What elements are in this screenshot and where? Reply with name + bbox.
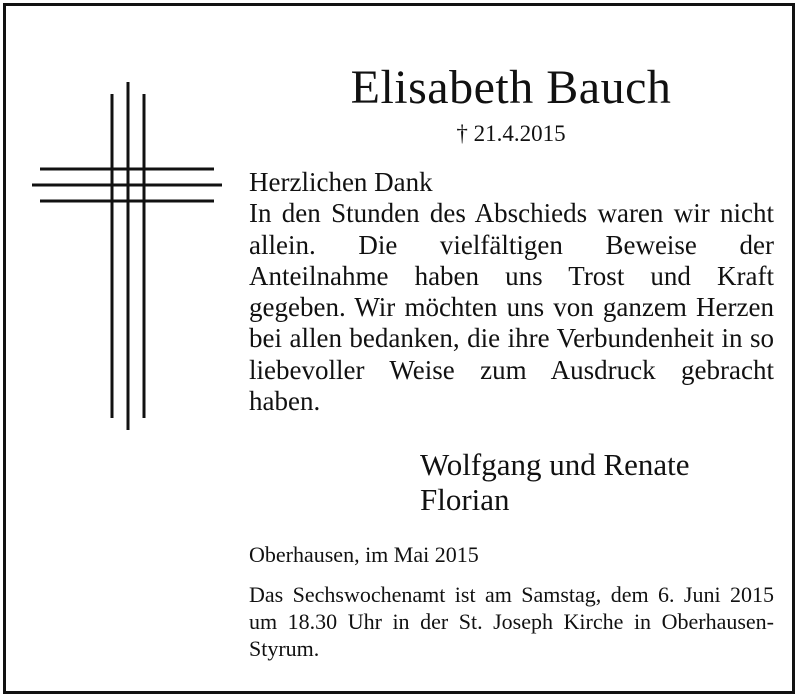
thanks-heading: Herzlichen Dank [249,167,433,197]
thanks-body: In den Stunden des Abschieds waren wir nicht allein. Die vielfältigen Beweise der Anteilnahme haben uns Trost und Kraft gegeben. Wir möchten uns von ganzem Herzen bei allen bedanken, die ihre Verbundenheit in so liebevoller Weise zum Ausdruck gebracht haben. [249,198,774,417]
death-date: † 21.4.2015 [456,121,566,146]
place-date: Oberhausen, im Mai 2015 [249,542,479,567]
signers [420,447,780,517]
thanks-section [249,167,774,417]
notice-frame [3,3,795,694]
signers-line-2: Florian [420,482,510,517]
signers-line-1: Wolfgang und Renate [420,447,690,482]
service-announcement: Das Sechswochenamt ist am Samstag, dem 6. Juni 2015 um 18.30 Uhr in der St. Joseph Kirche in Oberhausen-Styrum. [249,582,774,661]
cross-icon [32,82,222,430]
deceased-name: Elisabeth Bauch [350,61,672,114]
